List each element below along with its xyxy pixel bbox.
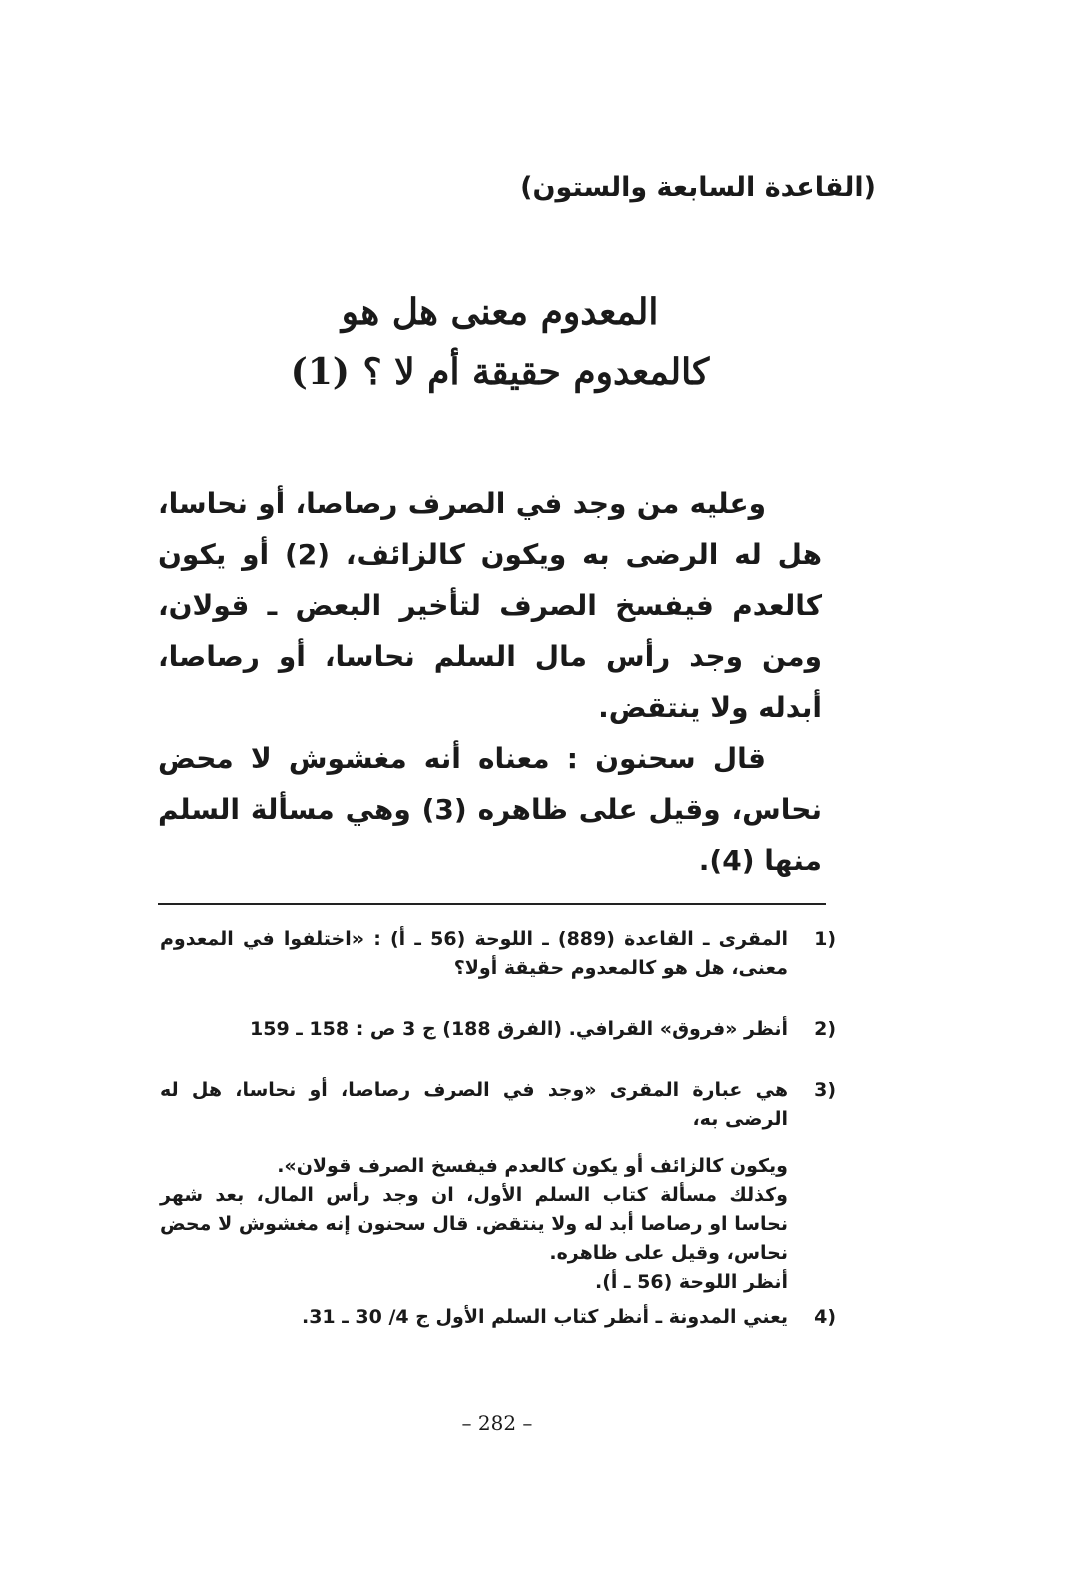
footnote-text: ويكون كالزائف أو يكون كالعدم فيفسخ الصرف قولان». — [277, 1155, 788, 1177]
footnote-text: وكذلك مسألة كتاب السلم الأول، ان وجد رأس المال، بعد شهر نحاسا او رصاصا أبد له ولا ينتقض. قال سحنون إنه مغشوش لا محض نحاس، وقيل على ظاهره. — [160, 1184, 788, 1264]
footnote-text: أنظر «فروق» القرافي. (الفرق 188) ج 3 ص : 158 ـ 159 — [250, 1018, 788, 1040]
footnote-3 — [160, 1076, 838, 1297]
paragraph-1: وعليه من وجد في الصرف رصاصا، أو نحاسا، هل له الرضى به ويكون كالزائف، (2) أو يكون كالعدم فيفسخ الصرف لتأخير البعض ـ قولان، ومن وجد رأس مال السلم نحاسا، أو رصاصا، أبدله ولا ينتقض. — [158, 487, 823, 724]
footnote-number: 1) — [814, 928, 836, 950]
title-line-2: كالمعدوم حقيقة أم لا ؟ (1) — [290, 351, 710, 393]
page-number: – 282 – — [461, 1411, 533, 1435]
footnote-number: 3) — [814, 1079, 836, 1101]
footnote-number: 4) — [814, 1306, 836, 1328]
footnote-text: أنظر اللوحة (56 ـ أ). — [594, 1271, 788, 1293]
footnotes — [160, 925, 838, 1332]
rule-label: (القاعدة السابعة والستون) — [520, 172, 876, 203]
footnote-text: هي عبارة المقرى «وجد في الصرف رصاصا، أو نحاسا، هل له الرضى به، — [160, 1079, 788, 1130]
footnote-4 — [160, 1303, 838, 1332]
main-text — [158, 478, 822, 886]
paragraph-2: قال سحنون : معناه أنه مغشوش لا محض نحاس، وقيل على ظاهره (3) وهي مسألة السلم منها (4). — [158, 742, 823, 877]
footnote-number: 2) — [814, 1018, 836, 1040]
footnote-text: المقرى ـ القاعدة (889) ـ اللوحة (56 ـ أ) : «اختلفوا في المعدوم معنى، هل هو كالمعدوم حقيقة أولا؟ — [160, 928, 788, 979]
footnote-text: يعني المدونة ـ أنظر كتاب السلم الأول ج 4/ 30 ـ 31. — [301, 1306, 788, 1328]
footnote-2 — [160, 1015, 838, 1044]
footnote-1 — [160, 925, 838, 983]
page-title — [250, 282, 750, 402]
footnote-divider — [158, 903, 826, 905]
title-line-1: المعدوم معنى هل هو — [341, 291, 659, 333]
